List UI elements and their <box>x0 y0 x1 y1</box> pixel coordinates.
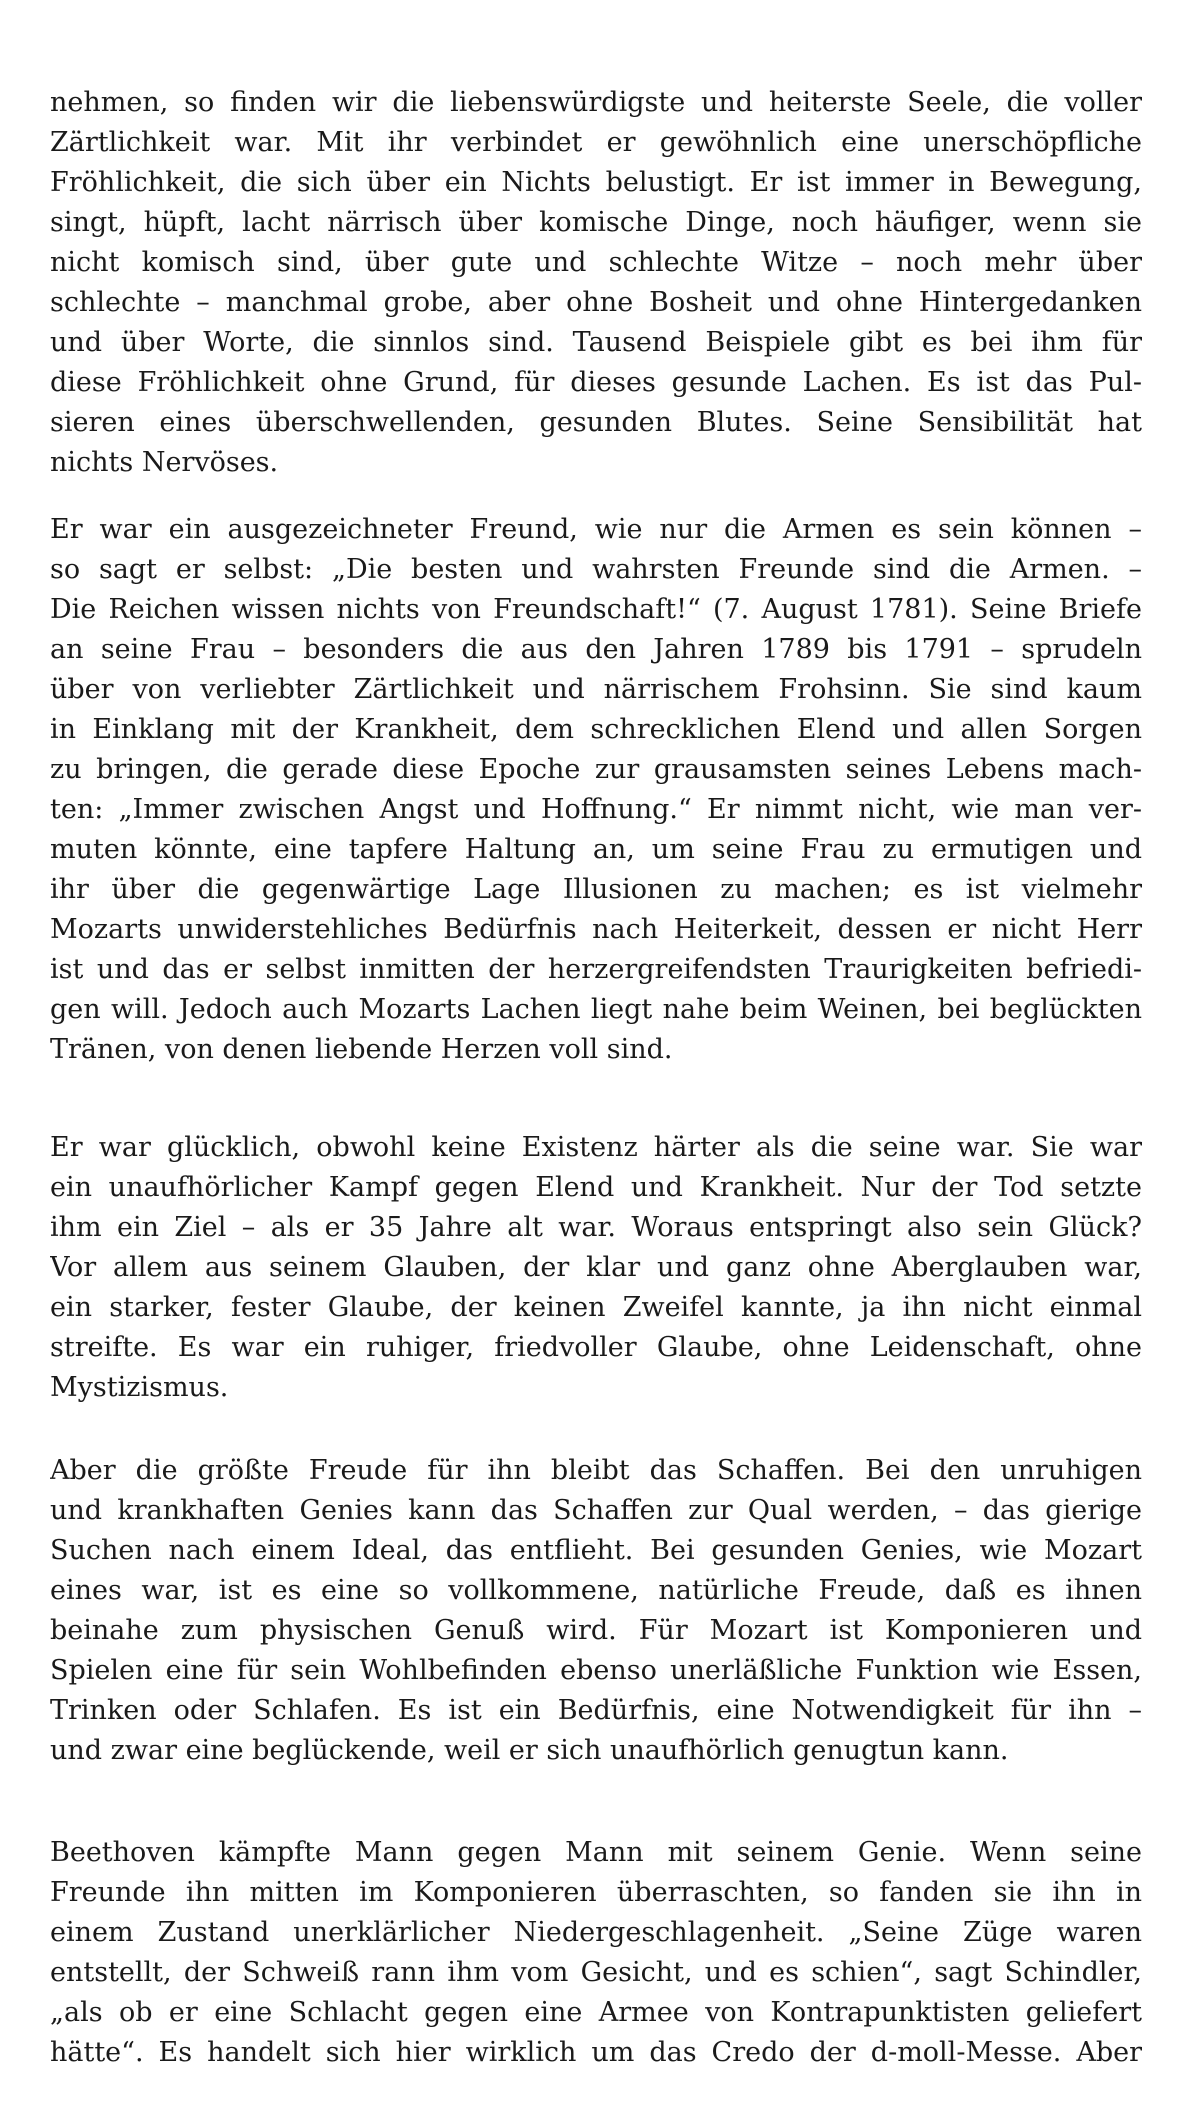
text-line: zu bringen, die gerade diese Epoche zur grausamsten seines Lebens mach- <box>50 754 1142 785</box>
text-line: Suchen nach einem Ideal, das entflieht. Bei gesunden Genies, wie Mozart <box>50 1535 1142 1566</box>
text-line: und über Worte, die sinnlos sind. Tausend Beispiele gibt es bei ihm für <box>50 327 1142 358</box>
text-line: eines war, ist es eine so vollkommene, natürliche Freude, daß es ihnen <box>50 1575 1142 1606</box>
text-line: Beethoven kämpfte Mann gegen Mann mit seinem Genie. Wenn seine <box>50 1837 1142 1868</box>
text-line: ihm ein Ziel – als er 35 Jahre alt war. Woraus entspringt also sein Glück? <box>50 1212 1142 1243</box>
text-line: diese Fröhlichkeit ohne Grund, für dieses gesunde Lachen. Es ist das Pul- <box>50 367 1142 398</box>
text-line: ten: „Immer zwischen Angst und Hoffnung.“ Er nimmt nicht, wie man ver- <box>50 794 1142 825</box>
text-line: entstellt, der Schweiß rann ihm vom Gesicht, und es schien“, sagt Schindler, <box>50 1957 1142 1988</box>
text-line: ein starker, fester Glaube, der keinen Zweifel kannte, ja ihn nicht einmal <box>50 1292 1142 1323</box>
paragraph <box>50 1451 1142 1771</box>
text-line: sieren eines überschwellenden, gesunden Blutes. Seine Sensibilität hat <box>50 407 1142 438</box>
text-line: ihr über die gegenwärtige Lage Illusionen zu machen; es ist vielmehr <box>50 874 1142 905</box>
text-line: so sagt er selbst: „Die besten und wahrsten Freunde sind die Armen. – <box>50 554 1142 585</box>
text-line: beinahe zum physischen Genuß wird. Für Mozart ist Komponieren und <box>50 1615 1142 1646</box>
text-line: Trinken oder Schlafen. Es ist ein Bedürfnis, eine Notwendigkeit für ihn – <box>50 1695 1142 1726</box>
text-line: schlechte – manchmal grobe, aber ohne Bosheit und ohne Hintergedanken <box>50 287 1142 318</box>
text-line: Er war ein ausgezeichneter Freund, wie nur die Armen es sein können – <box>50 514 1142 545</box>
paragraph <box>50 1128 1142 1408</box>
text-line: Die Reichen wissen nichts von Freundschaft!“ (7. August 1781). Seine Briefe <box>50 594 1142 625</box>
text-line: gen will. Jedoch auch Mozarts Lachen liegt nahe beim Weinen, bei beglückten <box>50 994 1142 1025</box>
text-line: über von verliebter Zärtlichkeit und närrischem Frohsinn. Sie sind kaum <box>50 674 1142 705</box>
paragraph <box>50 510 1142 1070</box>
text-line: singt, hüpft, lacht närrisch über komische Dinge, noch häufiger, wenn sie <box>50 207 1142 238</box>
text-line: Vor allem aus seinem Glauben, der klar und ganz ohne Aberglauben war, <box>50 1252 1142 1283</box>
text-line: Spielen eine für sein Wohlbefinden ebenso unerläßliche Funktion wie Essen, <box>50 1655 1142 1686</box>
text-line: an seine Frau – besonders die aus den Jahren 1789 bis 1791 – sprudeln <box>50 634 1142 665</box>
text-line: und zwar eine beglückende, weil er sich unaufhörlich genugtun kann. <box>50 1735 1009 1766</box>
paragraph <box>50 1833 1142 2073</box>
text-line: und krankhaften Genies kann das Schaffen zur Qual werden, – das gierige <box>50 1495 1142 1526</box>
text-line: hätte“. Es handelt sich hier wirklich um das Credo der d-moll-Messe. Aber <box>50 2037 1142 2068</box>
text-line: in Einklang mit der Krankheit, dem schrecklichen Elend und allen Sorgen <box>50 714 1142 745</box>
text-line: muten könnte, eine tapfere Haltung an, um seine Frau zu ermutigen und <box>50 834 1142 865</box>
text-line: einem Zustand unerklärlicher Niedergeschlagenheit. „Seine Züge waren <box>50 1917 1142 1948</box>
text-line: Mozarts unwiderstehliches Bedürfnis nach Heiterkeit, dessen er nicht Herr <box>50 914 1142 945</box>
text-line: Zärtlichkeit war. Mit ihr verbindet er gewöhnlich eine unerschöpfliche <box>50 127 1142 158</box>
text-line: nichts Nervöses. <box>50 447 279 478</box>
paragraph <box>50 83 1142 483</box>
text-line: Freunde ihn mitten im Komponieren überraschten, so fanden sie ihn in <box>50 1877 1142 1908</box>
text-line: Mystizismus. <box>50 1372 229 1403</box>
text-line: nehmen, so finden wir die liebenswürdigste und heiterste Seele, die voller <box>50 87 1142 118</box>
text-line: Tränen, von denen liebende Herzen voll sind. <box>50 1034 673 1065</box>
text-line: ist und das er selbst inmitten der herzergreifendsten Traurigkeiten befriedi- <box>50 954 1142 985</box>
text-line: streifte. Es war ein ruhiger, friedvoller Glaube, ohne Leidenschaft, ohne <box>50 1332 1142 1363</box>
text-line: nicht komisch sind, über gute und schlechte Witze – noch mehr über <box>50 247 1142 278</box>
text-line: Fröhlichkeit, die sich über ein Nichts belustigt. Er ist immer in Bewegung, <box>50 167 1142 198</box>
text-line: Aber die größte Freude für ihn bleibt das Schaffen. Bei den unruhigen <box>50 1455 1142 1486</box>
text-line: ein unaufhörlicher Kampf gegen Elend und Krankheit. Nur der Tod setzte <box>50 1172 1142 1203</box>
text-line: „als ob er eine Schlacht gegen eine Armee von Kontrapunktisten geliefert <box>50 1997 1142 2028</box>
text-line: Er war glücklich, obwohl keine Existenz härter als die seine war. Sie war <box>50 1132 1142 1163</box>
